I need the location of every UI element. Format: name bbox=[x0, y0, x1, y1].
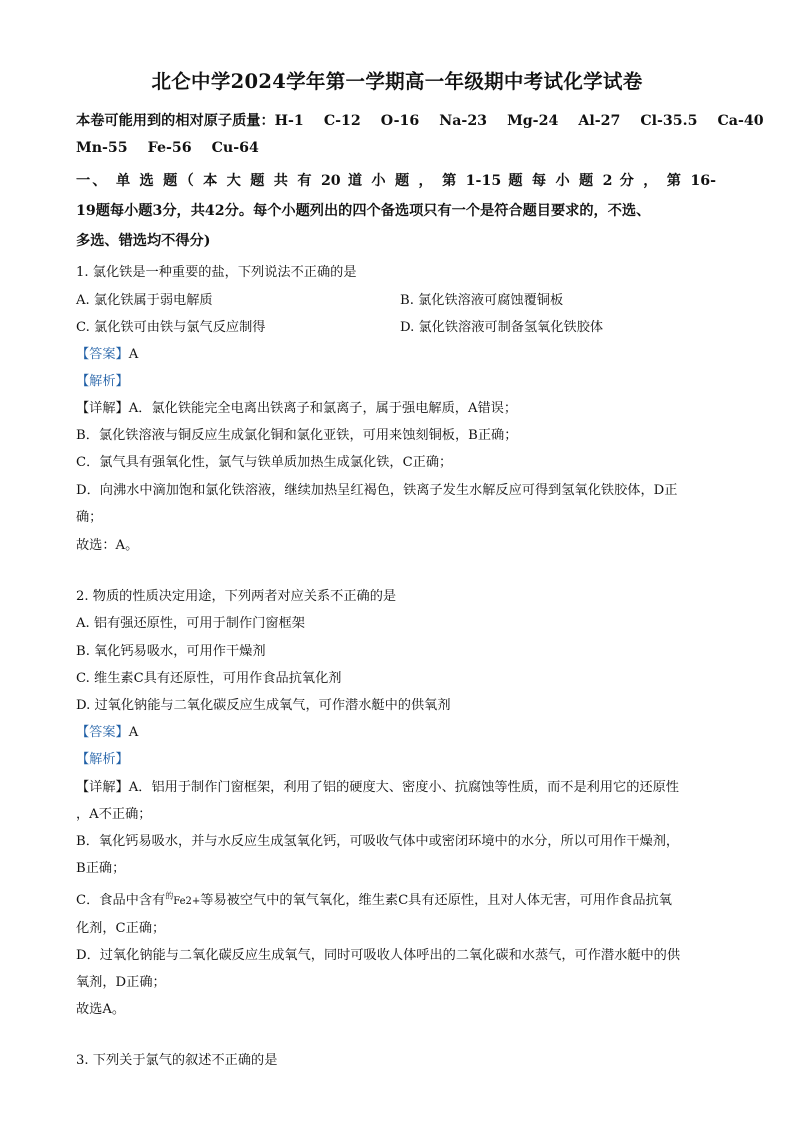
mass-na: Na-23 bbox=[439, 113, 488, 129]
q1-option-b: B. 氯化铁溶液可腐蚀覆铜板 bbox=[400, 293, 564, 308]
q2-detail-a-cont: ，A不正确； bbox=[76, 807, 152, 822]
q2-detail-a: 【详解】A．铝用于制作门窗框架，利用了铝的硬度大、密度小、抗腐蚀等性质，而不是利用它的还原性 bbox=[76, 780, 679, 795]
q2-detail-b: B．氧化钙易吸水，并与水反应生成氢氧化钙，可吸收气体中或密闭环境中的水分，所以可用作干燥剂， bbox=[76, 834, 680, 849]
answer-value: A bbox=[128, 725, 139, 740]
mass-mn: Mn-55 bbox=[76, 140, 128, 156]
q1-stem: 1. 氯化铁是一种重要的盐，下列说法不正确的是 bbox=[76, 265, 357, 280]
mass-al: Al-27 bbox=[578, 113, 621, 129]
q2-detail-c-cont: 化剂，C正确； bbox=[76, 921, 166, 936]
q1-detail-b: B．氯化铁溶液与铜反应生成氯化铜和氯化亚铁，可用来蚀刻铜板，B正确； bbox=[76, 428, 518, 443]
mass-c: C-12 bbox=[323, 113, 361, 129]
q1-detail-d: D．向沸水中滴加饱和氯化铁溶液，继续加热呈红褐色，铁离子发生水解反应可得到氢氧化铁胶体，D正 bbox=[76, 483, 678, 498]
q1-detail-d-cont: 确； bbox=[76, 510, 103, 525]
q2-detail-d: D．过氧化钠能与二氧化碳反应生成氧气，同时可吸收人体呼出的二氧化碳和水蒸气，可作潜水艇中的供 bbox=[76, 948, 681, 963]
section-heading-line-3: 多选、错选均不得分) bbox=[76, 233, 211, 249]
q2-detail-d-cont: 氧剂，D正确； bbox=[76, 975, 166, 990]
mass-cl: Cl-35.5 bbox=[640, 113, 698, 129]
q1-option-d: D. 氯化铁溶液可制备氢氧化铁胶体 bbox=[400, 320, 604, 335]
q2-answer bbox=[76, 721, 138, 740]
atomic-mass-intro: 本卷可能用到的相对原子质量： bbox=[76, 113, 275, 129]
fe-ion: Fe2+ bbox=[173, 896, 201, 907]
q1-option-c: C. 氯化铁可由铁与氯气反应制得 bbox=[76, 320, 266, 335]
section-heading-line-1: 一、 单 选 题（ 本 大 题 共 有 20 道 小 题 ， 第 1-15 题 每 小 题 2 分 ， 第 16- bbox=[76, 173, 716, 189]
mass-ca: Ca-40 bbox=[717, 113, 764, 129]
mass-o: O-16 bbox=[380, 113, 420, 129]
q2-detail-b-cont: B正确； bbox=[76, 861, 126, 876]
mass-h: H-1 bbox=[274, 113, 304, 129]
q1-analysis-tag: 【解析】 bbox=[76, 374, 129, 389]
mass-mg: Mg-24 bbox=[507, 113, 559, 129]
section-heading-line-2: 19题每小题3分，共42分。每个小题列出的四个备选项只有一个是符合题目要求的，不选、 bbox=[76, 203, 651, 219]
q1-answer bbox=[76, 343, 138, 362]
q1-option-a: A. 氯化铁属于弱电解质 bbox=[76, 293, 213, 308]
mass-fe: Fe-56 bbox=[147, 140, 192, 156]
answer-tag: 【答案】 bbox=[76, 725, 129, 740]
atomic-mass-row-2 bbox=[76, 140, 279, 156]
q1-detail-a: 【详解】A．氯化铁能完全电离出铁离子和氯离子，属于强电解质，A错误； bbox=[76, 401, 518, 416]
q2-option-c: C. 维生素C具有还原性，可用作食品抗氧化剂 bbox=[76, 671, 342, 686]
q1-conclusion: 故选：A。 bbox=[76, 538, 139, 553]
q2-detail-c: C．食品中含有$^的$Fe2+等易被空气中的氧气氧化，维生素C具有还原性，且对人体无害，可用作食品抗氧 bbox=[76, 891, 672, 908]
q2-option-d: D. 过氧化钠能与二氧化碳反应生成氧气，可作潜水艇中的供氧剂 bbox=[76, 698, 451, 713]
q2-conclusion: 故选A。 bbox=[76, 1002, 126, 1017]
q2-stem: 2. 物质的性质决定用途，下列两者对应关系不正确的是 bbox=[76, 589, 397, 604]
detail-tag: 【详解】 bbox=[76, 401, 129, 416]
mass-cu: Cu-64 bbox=[211, 140, 259, 156]
superscript-de: 的 bbox=[165, 891, 174, 901]
answer-tag: 【答案】 bbox=[76, 347, 129, 362]
exam-title: 北仑中学2024学年第一学期高一年级期中考试化学试卷 bbox=[151, 70, 643, 93]
q2-analysis-tag: 【解析】 bbox=[76, 752, 129, 767]
q2-option-b: B. 氧化钙易吸水，可用作干燥剂 bbox=[76, 644, 266, 659]
atomic-mass-row-1 bbox=[76, 110, 764, 130]
q3-stem: 3. 下列关于氯气的叙述不正确的是 bbox=[76, 1053, 278, 1068]
detail-tag: 【详解】 bbox=[76, 780, 129, 795]
q1-detail-c: C．氯气具有强氧化性，氯气与铁单质加热生成氯化铁，C正确； bbox=[76, 455, 453, 470]
answer-value: A bbox=[128, 347, 139, 362]
q2-option-a: A. 铝有强还原性，可用于制作门窗框架 bbox=[76, 616, 305, 631]
